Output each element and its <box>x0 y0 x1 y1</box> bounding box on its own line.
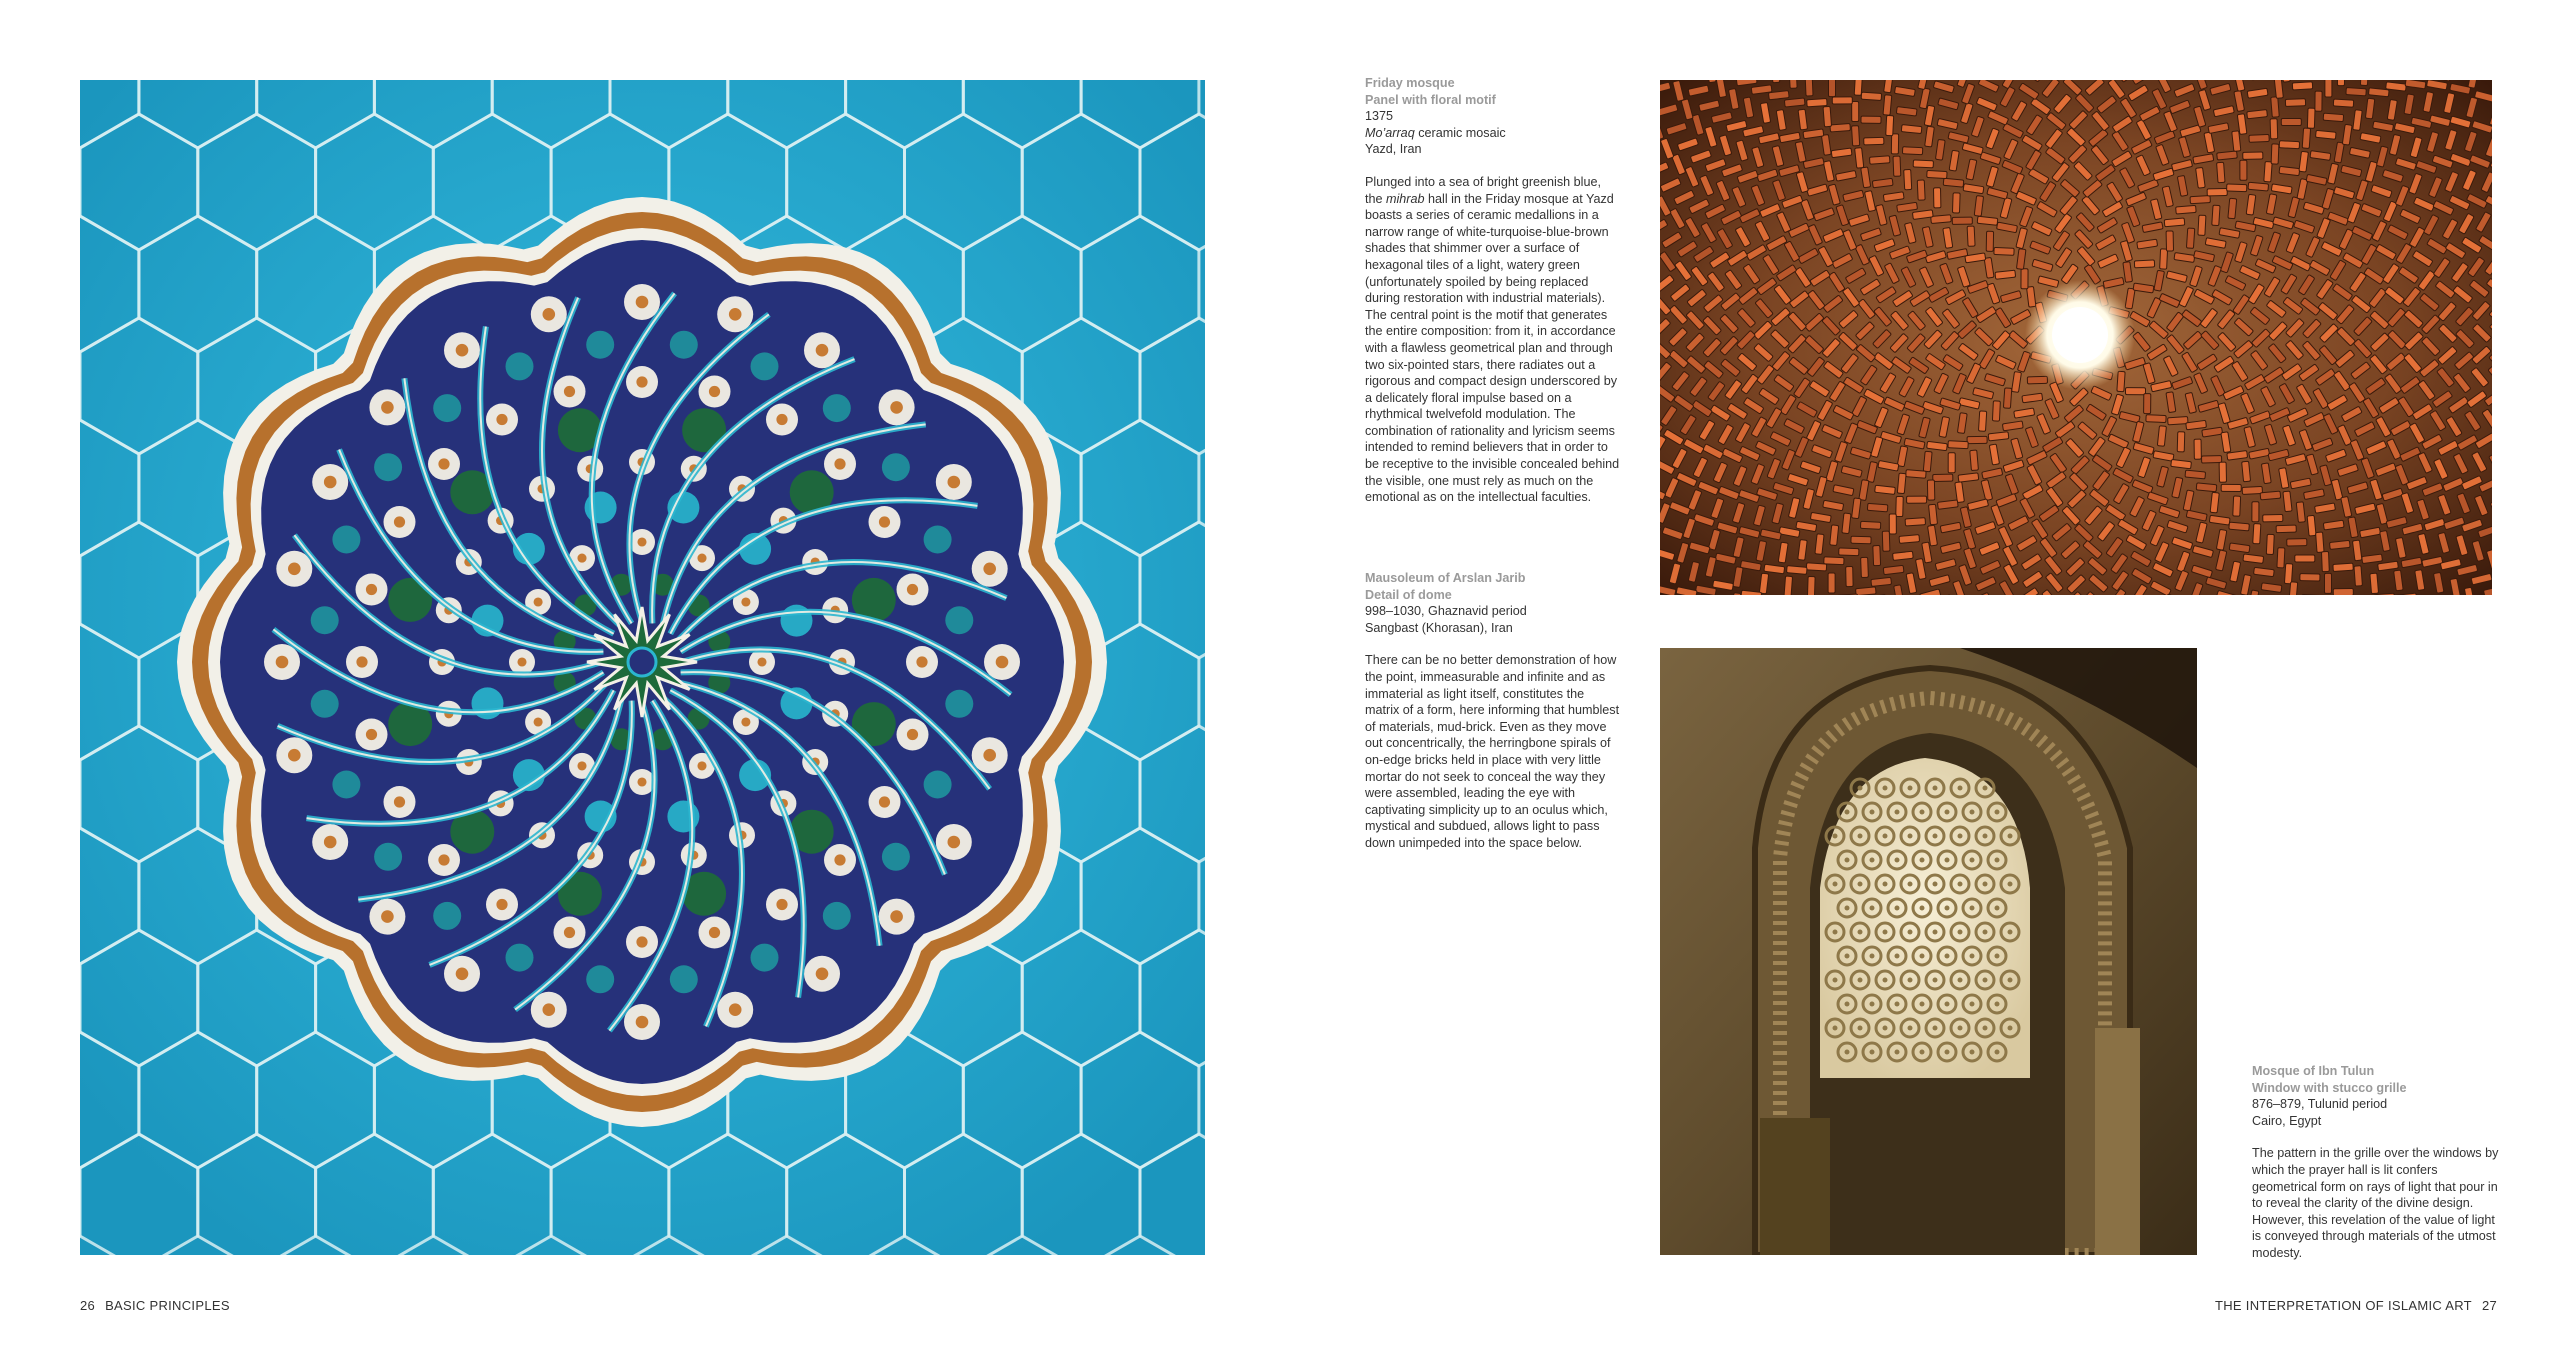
caption-title: Mausoleum of Arslan Jarib <box>1365 571 1526 585</box>
photo-brick-dome <box>1660 80 2492 595</box>
caption-body-part-2: hall in the Friday mosque at Yazd boasts a series of ceramic medallions in a narrow range of white-turquoise-blue-brown shades that shimmer over a surface of hexagonal tiles of a light, watery green (unfortunately spoiled by being replaced during restoration with industrial materials). The central point is the motif that generates the entire composition: from it, in accordance with a flawless geometrical plan and through two six-pointed stars, there radiates out a rigorous and compact design underscored by a delicately floral impulse based on a rhythmical twelvefold modulation. The combination of rationality and lyricism seems intended to remind believers that in order to be receptive to the invisible concealed behind the visible, one must rely as much on the emotional as on the intellectual faculties. <box>1365 191 1620 505</box>
photo-tile-mosaic <box>80 80 1205 1255</box>
page-number-left: 26 <box>80 1298 96 1313</box>
dome-illustration <box>1660 80 2492 595</box>
caption-friday-mosque <box>1365 75 1620 506</box>
running-head-right: THE INTERPRETATION OF ISLAMIC ART <box>2215 1298 2472 1313</box>
caption-body-part-1: Plunged into a sea of bright greenish blue, the <box>1365 174 1601 206</box>
oculus <box>2052 307 2108 363</box>
caption-arslan-jarib <box>1365 570 1620 852</box>
caption-date: 876–879, Tulunid period <box>2252 1097 2388 1112</box>
caption-location: Sangbast (Khorasan), Iran <box>1365 620 1513 635</box>
caption-body <box>1365 174 1620 506</box>
caption-title: Friday mosque <box>1365 76 1455 90</box>
caption-medium-italic: Mo’arraq <box>1365 125 1415 140</box>
footer-left <box>80 1298 230 1313</box>
photo-stucco-window <box>1660 648 2197 1255</box>
caption-location: Yazd, Iran <box>1365 142 1422 157</box>
caption-location: Cairo, Egypt <box>2252 1113 2322 1128</box>
caption-date: 1375 <box>1365 109 1394 124</box>
window-illustration <box>1660 648 2197 1255</box>
caption-ibn-tulun <box>2252 1063 2502 1262</box>
running-head-left: BASIC PRINCIPLES <box>105 1298 230 1313</box>
caption-medium <box>1365 125 1620 142</box>
caption-body: The pattern in the grille over the windows by which the prayer hall is lit confers geometrical form on rays of light that pour in to reveal the clarity of the divine design. However, this revelation of the value of light is conveyed through materials of the utmost modesty. <box>2252 1146 2499 1260</box>
page-number-right: 27 <box>2481 1298 2497 1313</box>
caption-subtitle: Window with stucco grille <box>2252 1080 2407 1095</box>
caption-body-italic: mihrab <box>1386 191 1425 206</box>
caption-body: There can be no better demonstration of how the point, immeasurable and infinite and as immaterial as light itself, constitutes the matrix of a form, here informing that humblest of materials, mud-brick. Even as they move out concentrically, the herringbone spirals of on-edge bricks held in place with very little mortar do not seek to conceal the way they were assembled, leading the eye with captivating simplicity up to an oculus which, mystical and subdued, allows light to pass down unimpeded into the space below. <box>1365 653 1620 850</box>
caption-date: 998–1030, Ghaznavid period <box>1365 604 1527 619</box>
caption-subtitle: Detail of dome <box>1365 587 1452 602</box>
caption-medium-rest: ceramic mosaic <box>1414 125 1506 140</box>
caption-title: Mosque of Ibn Tulun <box>2252 1064 2375 1078</box>
footer-right <box>2215 1298 2497 1313</box>
caption-subtitle: Panel with floral motif <box>1365 92 1496 107</box>
mosaic-illustration <box>80 80 1205 1255</box>
